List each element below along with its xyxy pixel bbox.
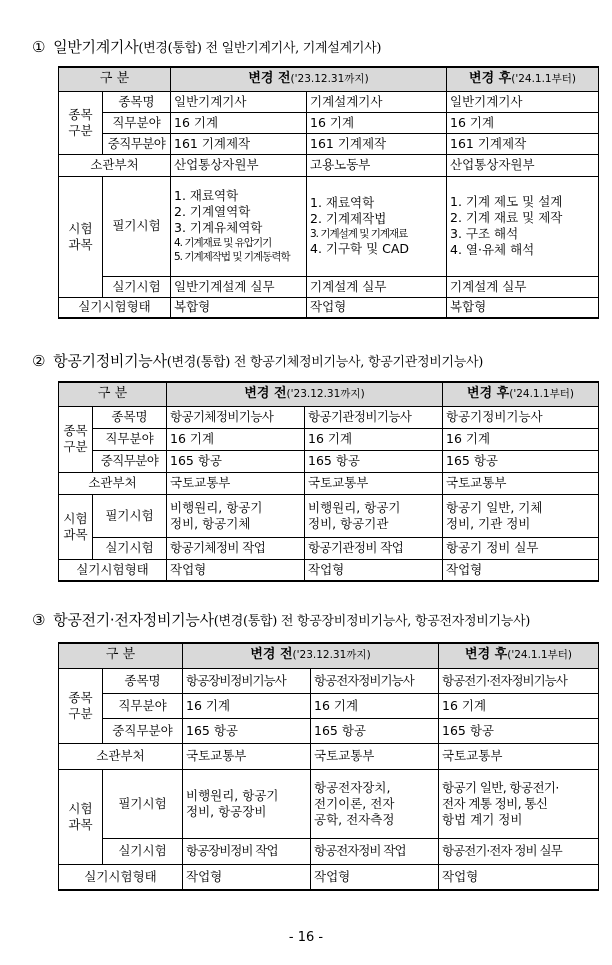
before-cell: 일반기계기사 bbox=[171, 91, 307, 112]
before-cell: 161 기계제작 bbox=[171, 133, 307, 154]
header-after: 변경 후('24.1.1부터) bbox=[447, 67, 599, 91]
after-cell: 161 기계제작 bbox=[447, 133, 599, 154]
header-after: 변경 후('24.1.1부터) bbox=[443, 382, 599, 406]
label-practical: 실기시험 bbox=[103, 838, 183, 864]
label-field: 직무분야 bbox=[93, 428, 167, 450]
before-cell: 국토교통부 bbox=[167, 472, 305, 494]
header-before: 변경 전('23.12.31까지) bbox=[183, 643, 439, 668]
header-gubun: 구 분 bbox=[59, 643, 183, 668]
section-number: ① bbox=[32, 38, 46, 56]
list-item: 비행원리, 항공기 bbox=[186, 787, 279, 803]
list-item: 비행원리, 항공기 bbox=[170, 499, 263, 515]
written-before-2 bbox=[305, 494, 443, 537]
section-title-sub: (변경(통합) 전 항공기체정비기능사, 항공기관정비기능사) bbox=[166, 355, 484, 370]
before-cell: 16 기계 bbox=[167, 428, 305, 450]
list-item: 항공기 일반, 항공전기· bbox=[442, 779, 559, 795]
header-before: 변경 전('23.12.31까지) bbox=[167, 382, 443, 406]
label-written: 필기시험 bbox=[93, 494, 167, 537]
header-gubun: 구 분 bbox=[59, 382, 167, 406]
list-item: 5. 기계제작법 및 기계동력학 bbox=[174, 251, 290, 263]
after-cell: 항공전기·전자 정비 실무 bbox=[439, 838, 599, 864]
before-cell: 국토교통부 bbox=[183, 743, 311, 769]
before-cell: 16 기계 bbox=[307, 112, 447, 133]
label-practical: 실기시험 bbox=[93, 537, 167, 559]
before-cell: 작업형 bbox=[167, 559, 305, 581]
group-label: 종목 구분 bbox=[59, 91, 103, 154]
before-cell: 165 항공 bbox=[183, 718, 311, 743]
written-after bbox=[439, 769, 599, 838]
list-item: 전기이론, 전자 bbox=[314, 795, 395, 811]
after-cell: 16 기계 bbox=[439, 693, 599, 718]
section-number: ② bbox=[32, 352, 46, 370]
page-number: - 16 - bbox=[288, 930, 324, 945]
before-cell: 165 항공 bbox=[167, 450, 305, 472]
before-cell: 작업형 bbox=[311, 864, 439, 890]
before-cell: 일반기계설계 실무 bbox=[171, 276, 307, 297]
after-cell: 작업형 bbox=[443, 559, 599, 581]
after-cell: 작업형 bbox=[439, 864, 599, 890]
exam-group-label: 시험 과목 bbox=[59, 494, 93, 559]
section-title-sub: (변경(통합) 전 항공장비정비기능사, 항공전자정비기능사) bbox=[213, 614, 531, 629]
before-cell: 작업형 bbox=[307, 297, 447, 318]
label-name: 종목명 bbox=[103, 668, 183, 693]
written-before-1 bbox=[183, 769, 311, 838]
label-practical-type: 실기시험형태 bbox=[59, 864, 183, 890]
before-cell: 161 기계제작 bbox=[307, 133, 447, 154]
after-cell: 165 항공 bbox=[439, 718, 599, 743]
written-before-1 bbox=[171, 176, 307, 276]
label-ministry: 소관부처 bbox=[59, 743, 183, 769]
before-cell: 기계설계 실무 bbox=[307, 276, 447, 297]
after-cell: 16 기계 bbox=[447, 112, 599, 133]
label-name: 종목명 bbox=[93, 406, 167, 428]
section-2-table bbox=[58, 381, 599, 582]
exam-group-label: 시험 과목 bbox=[59, 769, 103, 864]
after-cell: 산업통상자원부 bbox=[447, 154, 599, 176]
exam-group-label: 시험 과목 bbox=[59, 176, 103, 297]
list-item: 정비, 항공기관 bbox=[308, 515, 389, 531]
label-practical: 실기시험 bbox=[103, 276, 171, 297]
header-gubun: 구 분 bbox=[59, 67, 171, 91]
header-after: 변경 후('24.1.1부터) bbox=[439, 643, 599, 668]
section-1-title bbox=[32, 36, 381, 57]
before-cell: 16 기계 bbox=[183, 693, 311, 718]
after-cell: 16 기계 bbox=[443, 428, 599, 450]
section-3-table bbox=[58, 642, 599, 891]
before-cell: 산업통상자원부 bbox=[171, 154, 307, 176]
list-item: 3. 구조 해석 bbox=[450, 226, 519, 241]
after-cell: 기계설계 실무 bbox=[447, 276, 599, 297]
section-title-main: 항공기정비기능사 bbox=[53, 352, 167, 370]
group-label: 종목 구분 bbox=[59, 668, 103, 743]
list-item: 2. 기계열역학 bbox=[174, 203, 251, 219]
section-2-title bbox=[32, 350, 483, 371]
section-3-title bbox=[32, 609, 530, 630]
list-item: 4. 기구학 및 CAD bbox=[310, 241, 410, 257]
before-cell: 항공장비정비기능사 bbox=[183, 668, 311, 693]
label-subfield: 중직무분야 bbox=[93, 450, 167, 472]
before-cell: 국토교통부 bbox=[305, 472, 443, 494]
list-item: 공학, 전자측정 bbox=[314, 811, 395, 827]
section-title-main: 일반기계기사 bbox=[53, 38, 139, 56]
list-item: 2. 기계제작법 bbox=[310, 210, 387, 226]
written-after bbox=[443, 494, 599, 537]
section-1-table bbox=[58, 66, 599, 319]
before-cell: 16 기계 bbox=[305, 428, 443, 450]
list-item: 4. 기계재료 및 유압기기 bbox=[174, 236, 272, 249]
written-before-2 bbox=[311, 769, 439, 838]
before-cell: 항공전자정비 작업 bbox=[311, 838, 439, 864]
label-written: 필기시험 bbox=[103, 176, 171, 276]
after-cell: 항공전기·전자정비기능사 bbox=[439, 668, 599, 693]
before-cell: 165 항공 bbox=[311, 718, 439, 743]
label-field: 직무분야 bbox=[103, 693, 183, 718]
before-cell: 복합형 bbox=[171, 297, 307, 318]
list-item: 전자 계통 정비, 통신 bbox=[442, 795, 548, 811]
after-cell: 165 항공 bbox=[443, 450, 599, 472]
after-cell: 국토교통부 bbox=[439, 743, 599, 769]
before-cell: 항공기관정비기능사 bbox=[305, 406, 443, 428]
group-label: 종목 구분 bbox=[59, 406, 93, 472]
before-cell: 16 기계 bbox=[171, 112, 307, 133]
list-item: 항법 계기 정비 bbox=[442, 811, 523, 827]
before-cell: 항공기체정비기능사 bbox=[167, 406, 305, 428]
list-item: 항공전자장치, bbox=[314, 779, 391, 795]
label-practical-type: 실기시험형태 bbox=[59, 297, 171, 318]
list-item: 2. 기계 재료 및 제작 bbox=[450, 210, 563, 225]
label-field: 직무분야 bbox=[103, 112, 171, 133]
label-ministry: 소관부처 bbox=[59, 472, 167, 494]
after-cell: 항공기정비기능사 bbox=[443, 406, 599, 428]
before-cell: 작업형 bbox=[305, 559, 443, 581]
list-item: 정비, 항공기체 bbox=[170, 515, 251, 531]
before-cell: 작업형 bbox=[183, 864, 311, 890]
written-before-1 bbox=[167, 494, 305, 537]
before-cell: 항공전자정비기능사 bbox=[311, 668, 439, 693]
after-cell: 복합형 bbox=[447, 297, 599, 318]
before-cell: 항공기관정비 작업 bbox=[305, 537, 443, 559]
before-cell: 기계설계기사 bbox=[307, 91, 447, 112]
list-item: 1. 기계 제도 및 설계 bbox=[450, 194, 563, 209]
label-ministry: 소관부처 bbox=[59, 154, 171, 176]
list-item: 3. 기계설계 및 기계재료 bbox=[310, 227, 408, 240]
section-title-sub: (변경(통합) 전 일반기계기사, 기계설계기사) bbox=[138, 41, 382, 56]
section-number: ③ bbox=[32, 611, 46, 629]
before-cell: 고용노동부 bbox=[307, 154, 447, 176]
written-after bbox=[447, 176, 599, 276]
before-cell: 항공기체정비 작업 bbox=[167, 537, 305, 559]
after-cell: 국토교통부 bbox=[443, 472, 599, 494]
list-item: 1. 재료역학 bbox=[310, 194, 375, 210]
section-title-main: 항공전기·전자정비기능사 bbox=[53, 611, 214, 629]
list-item: 3. 기계유체역학 bbox=[174, 219, 263, 235]
before-cell: 16 기계 bbox=[311, 693, 439, 718]
label-practical-type: 실기시험형태 bbox=[59, 559, 167, 581]
list-item: 1. 재료역학 bbox=[174, 187, 239, 203]
list-item: 정비, 항공장비 bbox=[186, 803, 267, 819]
before-cell: 항공장비정비 작업 bbox=[183, 838, 311, 864]
before-cell: 165 항공 bbox=[305, 450, 443, 472]
label-written: 필기시험 bbox=[103, 769, 183, 838]
after-cell: 항공기 정비 실무 bbox=[443, 537, 599, 559]
list-item: 4. 열·유체 해석 bbox=[450, 242, 535, 257]
label-subfield: 중직무분야 bbox=[103, 133, 171, 154]
header-before: 변경 전('23.12.31까지) bbox=[171, 67, 447, 91]
list-item: 정비, 기관 정비 bbox=[446, 515, 531, 531]
list-item: 항공기 일반, 기체 bbox=[446, 499, 543, 515]
before-cell: 국토교통부 bbox=[311, 743, 439, 769]
label-name: 종목명 bbox=[103, 91, 171, 112]
written-before-2 bbox=[307, 176, 447, 276]
after-cell: 일반기계기사 bbox=[447, 91, 599, 112]
label-subfield: 중직무분야 bbox=[103, 718, 183, 743]
list-item: 비행원리, 항공기 bbox=[308, 499, 401, 515]
